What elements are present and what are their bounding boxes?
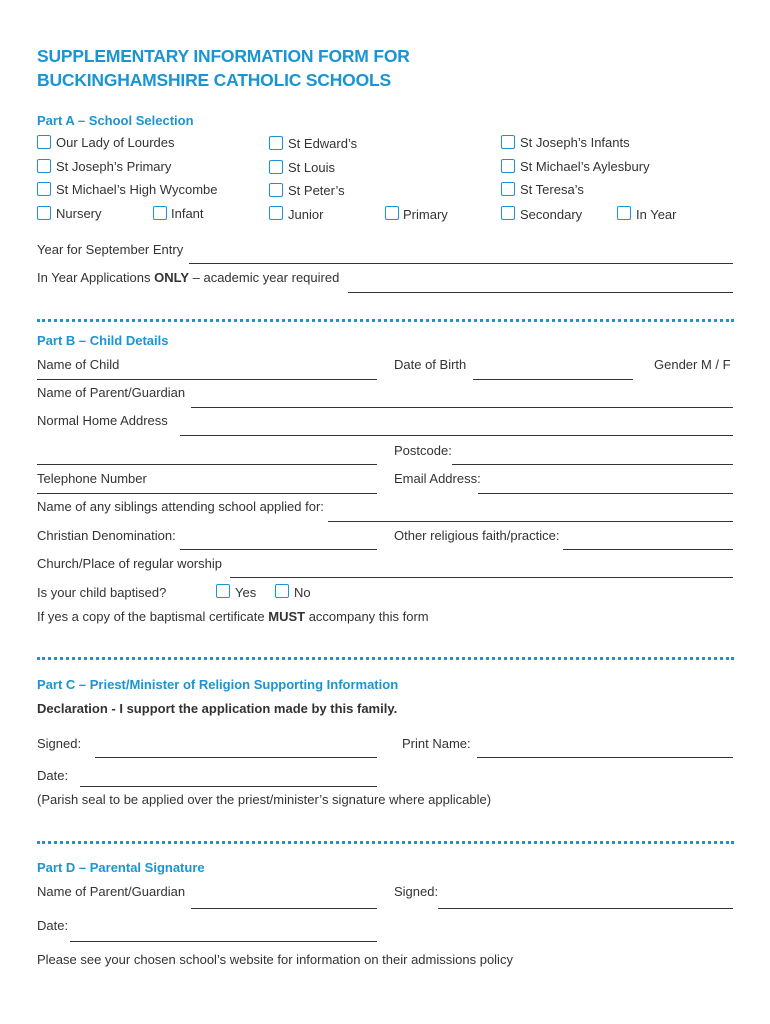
- academic-year-field[interactable]: [348, 292, 733, 293]
- school-checkbox-st-josephs-infants[interactable]: [501, 135, 515, 149]
- type-label: Nursery: [56, 206, 102, 221]
- dob-field[interactable]: [473, 379, 633, 380]
- type-checkbox-infant[interactable]: [153, 206, 167, 220]
- dob-label: Date of Birth: [394, 357, 467, 372]
- type-label: Primary: [403, 207, 448, 222]
- school-checkbox-st-peters[interactable]: [269, 183, 283, 197]
- priest-signature-field[interactable]: [95, 757, 377, 758]
- type-label: Secondary: [520, 207, 583, 222]
- siblings-field[interactable]: [328, 521, 733, 522]
- year-entry-field[interactable]: [189, 263, 733, 264]
- postcode-field[interactable]: [452, 464, 733, 465]
- school-checkbox-our-lady[interactable]: [37, 135, 51, 149]
- parental-name-field[interactable]: [191, 908, 377, 909]
- parish-seal-note: (Parish seal to be applied over the priest/minister’s signature where applicable): [37, 792, 492, 807]
- parental-signed-label: Signed:: [394, 884, 439, 899]
- baptised-no-checkbox[interactable]: [275, 584, 289, 598]
- in-year-label: In Year Applications ONLY – academic year required: [37, 270, 340, 285]
- parental-date-label: Date:: [37, 918, 69, 933]
- part-a-heading: Part A – School Selection: [37, 113, 194, 128]
- other-faith-field[interactable]: [563, 549, 733, 550]
- address-field-line-2[interactable]: [37, 464, 377, 465]
- school-label: St Edward’s: [288, 136, 358, 151]
- section-divider: [37, 319, 734, 322]
- telephone-field[interactable]: [37, 493, 377, 494]
- priest-date-label: Date:: [37, 768, 69, 783]
- part-b-heading: Part B – Child Details: [37, 333, 169, 348]
- parent-name-label: Name of Parent/Guardian: [37, 385, 186, 400]
- type-checkbox-in-year[interactable]: [617, 206, 631, 220]
- part-d-heading: Part D – Parental Signature: [37, 860, 205, 875]
- school-label: St Teresa’s: [520, 182, 584, 197]
- priest-signed-label: Signed:: [37, 736, 82, 751]
- declaration-text: Declaration - I support the application made by this family.: [37, 701, 398, 716]
- print-name-label: Print Name:: [402, 736, 471, 751]
- church-label: Church/Place of regular worship: [37, 556, 222, 571]
- siblings-label: Name of any siblings attending school applied for:: [37, 499, 324, 514]
- child-name-field[interactable]: [37, 379, 377, 380]
- school-label: Our Lady of Lourdes: [56, 135, 175, 150]
- form-title-line-2: BUCKINGHAMSHIRE CATHOLIC SCHOOLS: [37, 70, 391, 90]
- school-label: St Louis: [288, 160, 335, 175]
- address-label: Normal Home Address: [37, 413, 168, 428]
- other-faith-label: Other religious faith/practice:: [394, 528, 560, 543]
- school-checkbox-st-michaels-high-wycombe[interactable]: [37, 182, 51, 196]
- baptised-no-label: No: [294, 585, 311, 600]
- parental-date-field[interactable]: [70, 941, 377, 942]
- school-checkbox-st-edwards[interactable]: [269, 136, 283, 150]
- parental-name-label: Name of Parent/Guardian: [37, 884, 186, 899]
- type-checkbox-secondary[interactable]: [501, 206, 515, 220]
- type-checkbox-nursery[interactable]: [37, 206, 51, 220]
- postcode-label: Postcode:: [394, 443, 452, 458]
- school-label: St Michael’s High Wycombe: [56, 182, 218, 197]
- admissions-policy-note: Please see your chosen school’s website for information on their admissions policy: [37, 952, 513, 967]
- school-label: St Michael’s Aylesbury: [520, 159, 650, 174]
- print-name-field[interactable]: [477, 757, 733, 758]
- child-name-label: Name of Child: [37, 357, 120, 372]
- denomination-field[interactable]: [180, 549, 377, 550]
- gender-label: Gender M / F: [654, 357, 731, 372]
- type-label: Junior: [288, 207, 324, 222]
- type-label: In Year: [636, 207, 677, 222]
- baptised-yes-checkbox[interactable]: [216, 584, 230, 598]
- year-entry-label: Year for September Entry: [37, 242, 184, 257]
- baptised-yes-label: Yes: [235, 585, 257, 600]
- baptised-label: Is your child baptised?: [37, 585, 167, 600]
- school-checkbox-st-teresas[interactable]: [501, 182, 515, 196]
- parent-name-field[interactable]: [191, 407, 733, 408]
- school-checkbox-st-louis[interactable]: [269, 160, 283, 174]
- section-divider: [37, 657, 734, 660]
- email-label: Email Address:: [394, 471, 481, 486]
- denomination-label: Christian Denomination:: [37, 528, 176, 543]
- form-title-line-1: SUPPLEMENTARY INFORMATION FORM FOR: [37, 46, 410, 66]
- section-divider: [37, 841, 734, 844]
- school-label: St Joseph’s Infants: [520, 135, 630, 150]
- school-label: St Joseph’s Primary: [56, 159, 172, 174]
- school-checkbox-st-michaels-aylesbury[interactable]: [501, 159, 515, 173]
- email-field[interactable]: [478, 493, 733, 494]
- baptism-certificate-note: If yes a copy of the baptismal certificate MUST accompany this form: [37, 609, 429, 624]
- school-label: St Peter’s: [288, 183, 345, 198]
- telephone-label: Telephone Number: [37, 471, 147, 486]
- church-field[interactable]: [230, 577, 733, 578]
- priest-date-field[interactable]: [80, 786, 377, 787]
- parental-signature-field[interactable]: [438, 908, 733, 909]
- type-checkbox-junior[interactable]: [269, 206, 283, 220]
- part-c-heading: Part C – Priest/Minister of Religion Supporting Information: [37, 677, 399, 692]
- address-field[interactable]: [180, 435, 733, 436]
- type-checkbox-primary[interactable]: [385, 206, 399, 220]
- school-checkbox-st-josephs-primary[interactable]: [37, 159, 51, 173]
- type-label: Infant: [171, 206, 204, 221]
